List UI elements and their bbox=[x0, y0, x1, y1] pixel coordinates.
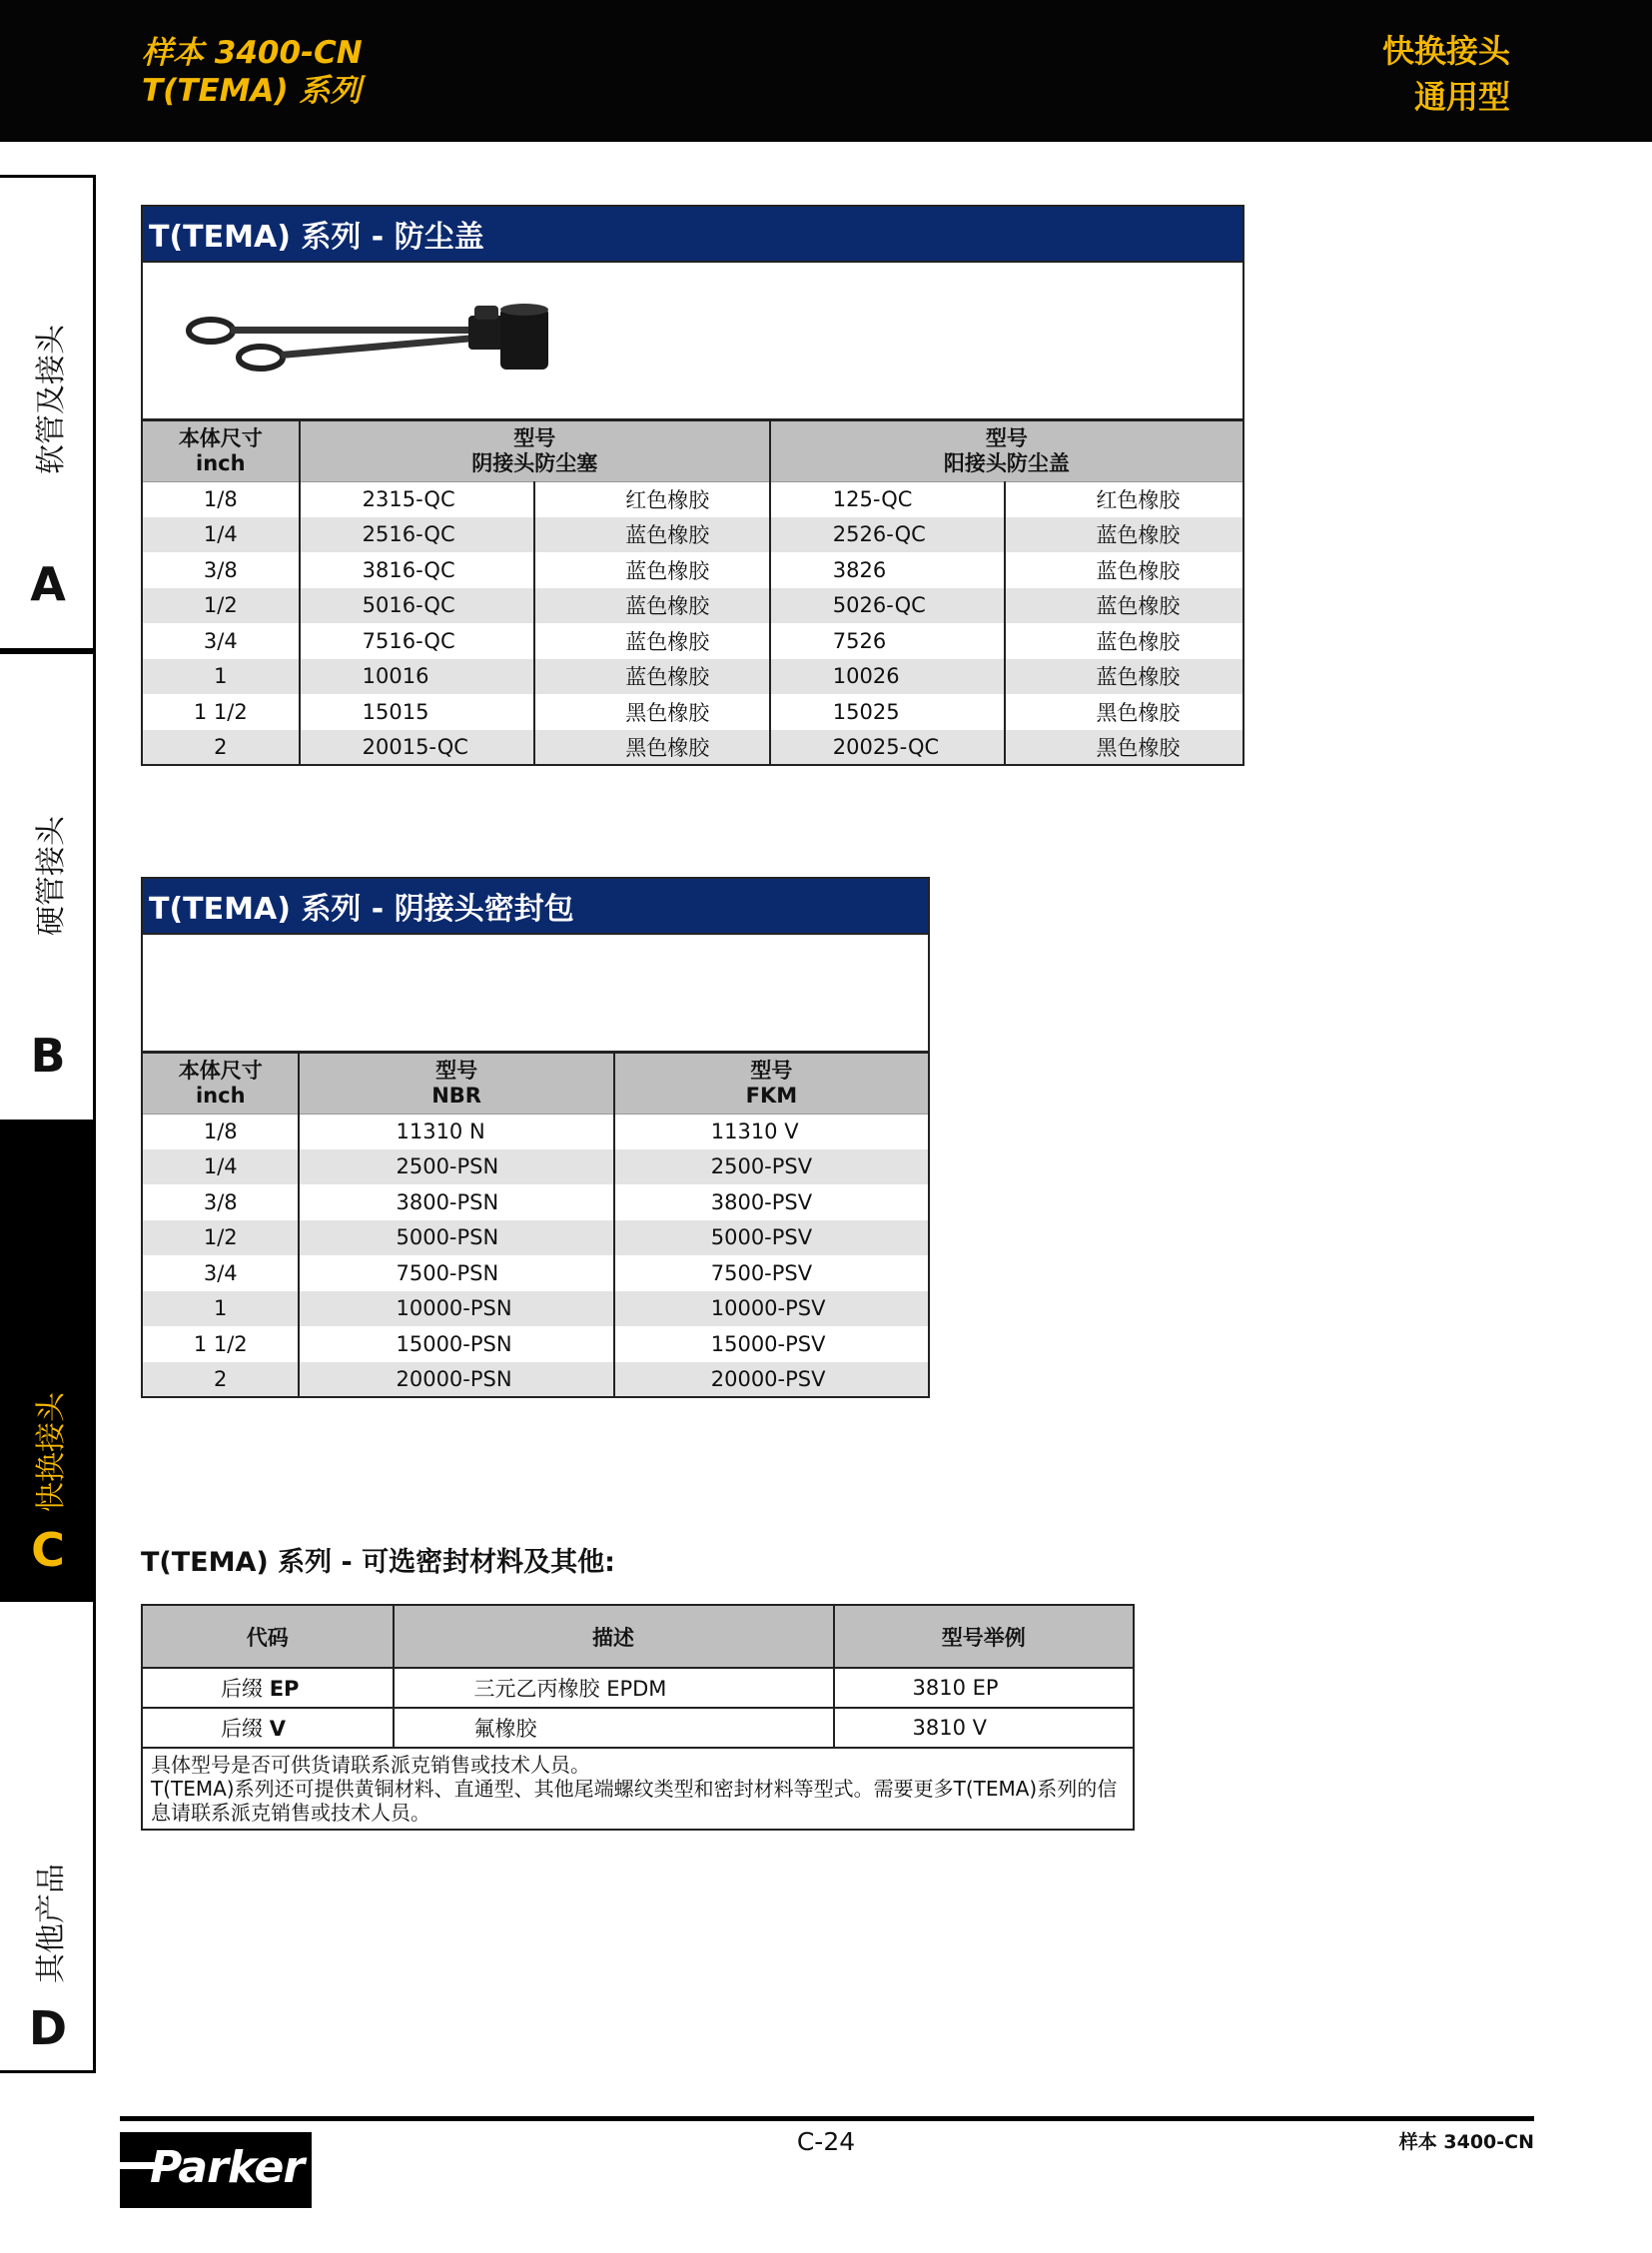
col-female-cap: 型号 阴接头防尘塞 bbox=[300, 419, 770, 481]
page-header bbox=[0, 0, 1652, 142]
col-male-cap: 型号 阳接头防尘盖 bbox=[770, 419, 1243, 481]
table-row: 后缀 V 氟橡胶 3810 V bbox=[142, 1708, 1134, 1748]
footer-catalog: 样本 3400-CN bbox=[1398, 2131, 1534, 2153]
table-row: 3/8 3816-QC 蓝色橡胶 3826 蓝色橡胶 bbox=[142, 552, 1243, 588]
table-row: 后缀 EP 三元乙丙橡胶 EPDM 3810 EP bbox=[142, 1668, 1134, 1708]
table-row: 3/4 7500-PSN 7500-PSV bbox=[142, 1255, 929, 1291]
page-number: C-24 bbox=[796, 2127, 856, 2156]
options-note bbox=[142, 1748, 1134, 1830]
table-row: 1/2 5016-QC 蓝色橡胶 5026-QC 蓝色橡胶 bbox=[142, 588, 1243, 624]
seal-kit-image-cell bbox=[142, 934, 929, 1052]
table-row: 1 10000-PSN 10000-PSV bbox=[142, 1291, 929, 1327]
table-row: 2 20015-QC 黑色橡胶 20025-QC 黑色橡胶 bbox=[142, 730, 1243, 766]
col-body-size: 本体尺寸 inch bbox=[142, 1052, 299, 1114]
side-tab-letter: D bbox=[28, 2001, 68, 2055]
table-row: 1/4 2516-QC 蓝色橡胶 2526-QC 蓝色橡胶 bbox=[142, 517, 1243, 553]
dust-cap-product-image bbox=[183, 286, 602, 395]
col-nbr: 型号 NBR bbox=[299, 1052, 613, 1114]
side-tab-d[interactable] bbox=[0, 1599, 96, 2073]
table-row: 3/4 7516-QC 蓝色橡胶 7526 蓝色橡胶 bbox=[142, 623, 1243, 659]
table-row: 1 1/2 15000-PSN 15000-PSV bbox=[142, 1326, 929, 1362]
side-tab-a[interactable] bbox=[0, 175, 96, 651]
table-row: 1/2 5000-PSN 5000-PSV bbox=[142, 1220, 929, 1256]
dust-cap-image-cell bbox=[142, 262, 1243, 419]
side-tab-letter: B bbox=[30, 1029, 66, 1083]
seal-kit-table bbox=[141, 877, 930, 1398]
footer-rule bbox=[120, 2116, 1534, 2121]
catalog-number: 样本 3400-CN bbox=[142, 35, 363, 71]
table-row: 1 1/2 15015 黑色橡胶 15025 黑色橡胶 bbox=[142, 694, 1243, 730]
table-row: 2 20000-PSN 20000-PSV bbox=[142, 1362, 929, 1398]
options-heading: T(TEMA) 系列 - 可选密封材料及其他: bbox=[141, 1547, 615, 1578]
seal-kit-title: T(TEMA) 系列 - 阴接头密封包 bbox=[142, 878, 929, 934]
header-right bbox=[1382, 28, 1510, 120]
series-name: T(TEMA) 系列 bbox=[142, 73, 362, 109]
note-line-2: T(TEMA)系列还可提供黄铜材料、直通型、其他尾端螺纹类型和密封材料等型式。需要更多T(TEMA)系列的信息请联系派克销售或技术人员。 bbox=[151, 1777, 1118, 1825]
col-code: 代码 bbox=[142, 1605, 394, 1668]
parker-logo bbox=[120, 2132, 312, 2208]
side-tab-label: 软管及接头 bbox=[34, 325, 69, 474]
table-row: 3/8 3800-PSN 3800-PSV bbox=[142, 1184, 929, 1220]
table-row: 1 10016 蓝色橡胶 10026 蓝色橡胶 bbox=[142, 659, 1243, 695]
dust-cap-table bbox=[141, 205, 1244, 766]
col-description: 描述 bbox=[394, 1605, 834, 1668]
category-line-1: 快换接头 bbox=[1381, 32, 1510, 70]
category-line-2: 通用型 bbox=[1413, 78, 1510, 116]
dust-cap-title: T(TEMA) 系列 - 防尘盖 bbox=[142, 206, 1243, 262]
col-fkm: 型号 FKM bbox=[614, 1052, 929, 1114]
side-tab-b[interactable] bbox=[0, 651, 96, 1123]
side-tab-c[interactable] bbox=[0, 1123, 96, 1599]
col-body-size: 本体尺寸 inch bbox=[142, 419, 300, 481]
options-table bbox=[141, 1604, 1135, 1831]
table-row: 1/4 2500-PSN 2500-PSV bbox=[142, 1149, 929, 1185]
side-tab-letter: C bbox=[31, 1523, 65, 1577]
side-tab-label: 其他产品 bbox=[34, 1864, 69, 1983]
table-row: 1/8 11310 N 11310 V bbox=[142, 1114, 929, 1149]
header-left bbox=[142, 34, 363, 110]
table-row: 1/8 2315-QC 红色橡胶 125-QC 红色橡胶 bbox=[142, 481, 1243, 517]
note-line-1: 具体型号是否可供货请联系派克销售或技术人员。 bbox=[151, 1753, 590, 1777]
side-tab-label: 硬管接头 bbox=[34, 816, 69, 936]
side-tab-letter: A bbox=[30, 557, 66, 611]
side-tab-label: 快换接头 bbox=[34, 1392, 69, 1512]
logo-word: Parker bbox=[150, 2142, 305, 2193]
col-example: 型号举例 bbox=[834, 1605, 1134, 1668]
